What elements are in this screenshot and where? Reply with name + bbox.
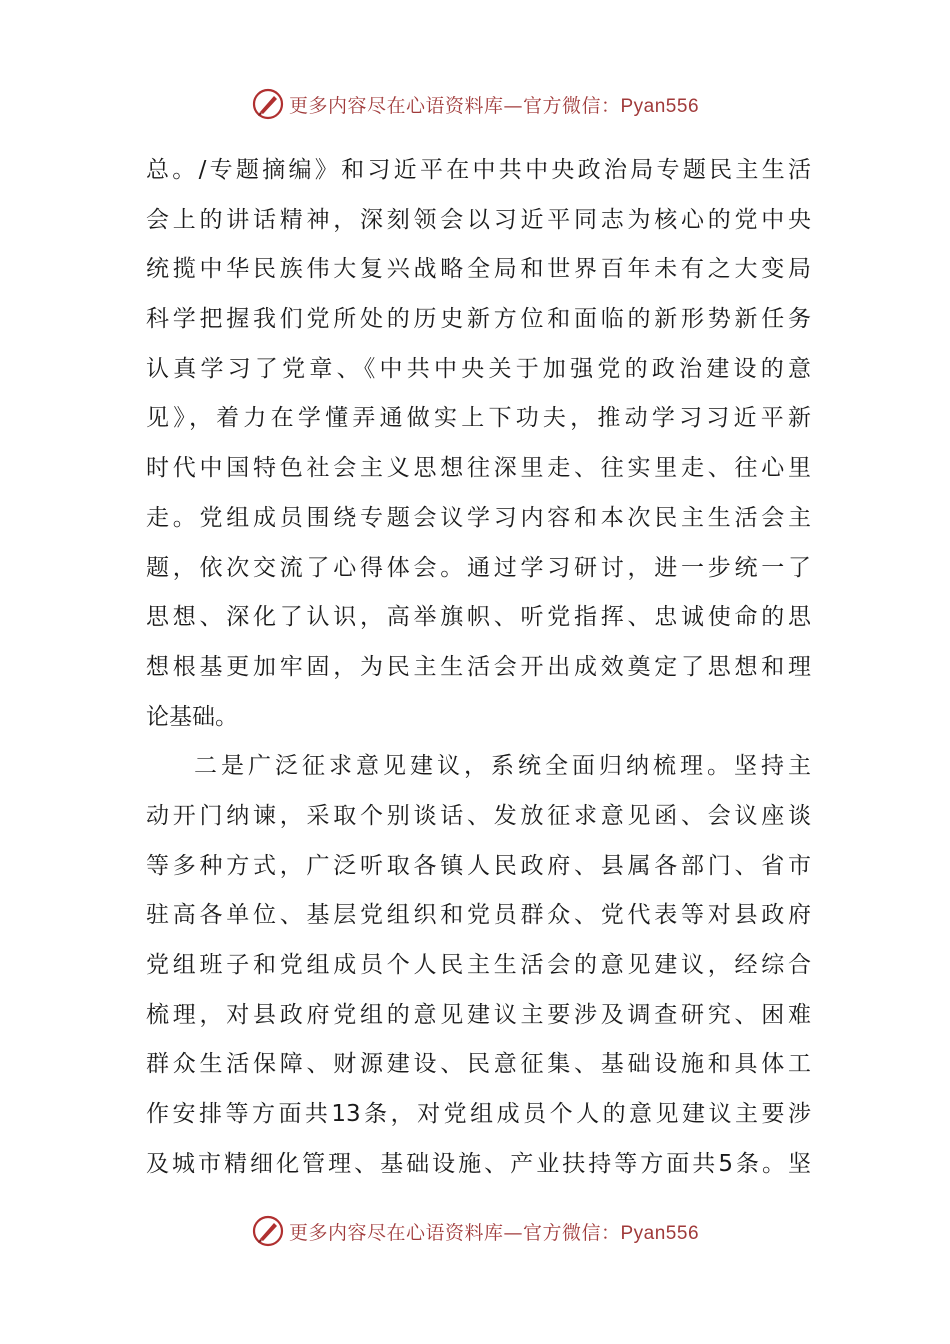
footer-wechat-id: Pyan556 <box>620 1222 700 1244</box>
footer-banner <box>0 1211 950 1251</box>
quill-logo-icon <box>251 1214 285 1248</box>
quill-logo-icon <box>251 87 285 121</box>
text-line: 群众生活保障、财源建设、民意征集、基础设施和具体工 <box>146 1051 811 1078</box>
text-line: 科学把握我们党所处的历史新方位和面临的新形势新任务 <box>146 306 811 333</box>
paragraph-start-line: 二是广泛征求意见建议，系统全面归纳梳理。坚持主 <box>194 753 811 780</box>
text-line: 总。/专题摘编》和习近平在中共中央政治局专题民主生活 <box>146 157 811 183</box>
header-banner-text: 更多内容尽在心语资料库—官方微信：Pyan556 <box>288 94 700 117</box>
text-line: 驻高各单位、基层党组织和党员群众、党代表等对县政府 <box>146 902 811 929</box>
text-line: 党组班子和党组成员个人民主生活会的意见建议，经综合 <box>146 952 811 978</box>
text-line: 题，依次交流了心得体会。通过学习研讨，进一步统一了 <box>146 554 811 581</box>
document-body <box>146 146 811 1189</box>
text-line: 认真学习了党章、《中共中央关于加强党的政治建设的意 <box>146 355 811 382</box>
text-line: 动开门纳谏，采取个别谈话、发放征求意见函、会议座谈 <box>146 802 811 829</box>
text-line: 梳理，对县政府党组的意见建议主要涉及调查研究、困难 <box>146 1001 811 1028</box>
text-line: 时代中国特色社会主义思想往深里走、往实里走、往心里 <box>146 455 811 482</box>
text-line: 见》，着力在学懂弄通做实上下功夫，推动学习习近平新 <box>146 405 811 432</box>
text-line: 等多种方式，广泛听取各镇人民政府、县属各部门、省市 <box>146 852 811 879</box>
text-line: 统揽中华民族伟大复兴战略全局和世界百年未有之大变局 <box>146 256 811 283</box>
text-line: 走。党组成员围绕专题会议学习内容和本次民主生活会主 <box>146 504 811 531</box>
text-line: 想根基更加牢固，为民主生活会开出成效奠定了思想和理 <box>146 653 811 680</box>
header-banner <box>0 84 950 124</box>
footer-banner-text: 更多内容尽在心语资料库—官方微信：Pyan556 <box>288 1221 700 1244</box>
header-wechat-id: Pyan556 <box>620 95 700 117</box>
text-line: 会上的讲话精神，深刻领会以习近平同志为核心的党中央 <box>146 206 811 233</box>
text-line: 作安排等方面共13条，对党组成员个人的意见建议主要涉 <box>146 1101 811 1128</box>
text-line: 思想、深化了认识，高举旗帜、听党指挥、忠诚使命的思 <box>146 604 811 631</box>
text-line: 论基础。 <box>146 703 238 730</box>
text-line: 及城市精细化管理、基础设施、产业扶持等方面共5条。坚 <box>146 1150 811 1177</box>
